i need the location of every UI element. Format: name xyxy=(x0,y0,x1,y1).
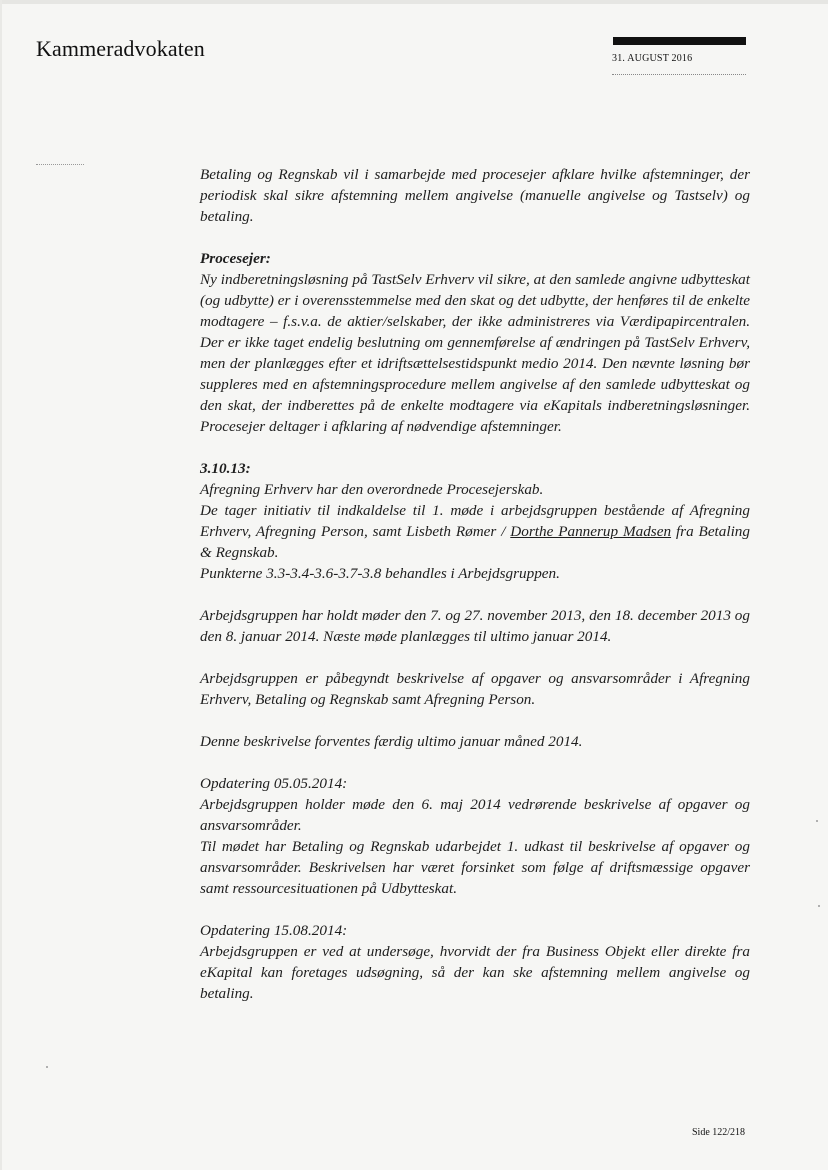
intro-paragraph: Betaling og Regnskab vil i samarbejde med procesejer afklare hvilke afstemninger, der periodisk skal sikre afstemning mellem angivelse (manuelle angivelse og Tastselv) og betaling. xyxy=(200,166,750,225)
section-line-2 xyxy=(200,500,750,563)
description-paragraph: Arbejdsgruppen er påbegyndt beskrivelse af opgaver og ansvarsområder i Afregning Erhverv, Betaling og Regnskab samt Afregning Person. xyxy=(200,670,750,708)
underlined-name: Dorthe Pannerup Madsen xyxy=(510,523,672,540)
section-line-3: Punkterne 3.3-3.4-3.6-3.7-3.8 behandles i Arbejdsgruppen. xyxy=(200,565,560,582)
scan-speck xyxy=(818,905,820,907)
margin-dotted-line xyxy=(36,164,84,165)
section-line-2-text: De tager initiativ til indkaldelse til 1. møde i arbejdsgruppen bestående af Afregning Erhverv, Afregning Person, samt Lisbeth Rømer / xyxy=(200,502,750,540)
scan-speck xyxy=(46,1066,48,1068)
document-body xyxy=(200,164,750,1004)
update-1-paragraph-2: Til mødet har Betaling og Regnskab udarbejdet 1. udkast til beskrivelse af opgaver og ansvarsområder. Beskrivelsen har været forsinket som følge af driftsmæssige opgaver samt ressourcesituationen på Udbytteskat. xyxy=(200,838,750,897)
update-1-heading: Opdatering 05.05.2014: xyxy=(200,775,348,792)
page-left-edge xyxy=(0,0,2,1170)
document-date: 31. AUGUST 2016 xyxy=(612,53,693,64)
procesejer-heading: Procesejer: xyxy=(200,250,271,267)
organization-title: Kammeradvokaten xyxy=(36,36,205,61)
header-rule xyxy=(613,37,746,45)
section-line-1: Afregning Erhverv har den overordnede Procesejerskab. xyxy=(200,481,544,498)
section-heading: 3.10.13: xyxy=(200,460,251,477)
page-number: Side 122/218 xyxy=(692,1127,746,1138)
scan-speck xyxy=(816,820,818,822)
section-line-2-tail: fra Betaling & Regnskab. xyxy=(200,523,750,561)
update-2-paragraph: Arbejdsgruppen er ved at undersøge, hvorvidt der fra Business Objekt eller direkte fra eKapital kan foretages udsøgning, så der kan ske afstemning mellem angivelse og betaling. xyxy=(200,943,750,1002)
update-1-paragraph-1: Arbejdsgruppen holder møde den 6. maj 2014 vedrørende beskrivelse af opgaver og ansvarsområder. xyxy=(200,796,750,834)
meetings-paragraph: Arbejdsgruppen har holdt møder den 7. og 27. november 2013, den 18. december 2013 og den 8. januar 2014. Næste møde planlægges til ultimo januar 2014. xyxy=(200,607,750,645)
expected-paragraph: Denne beskrivelse forventes færdig ultimo januar måned 2014. xyxy=(200,733,583,750)
procesejer-paragraph: Ny indberetningsløsning på TastSelv Erhverv vil sikre, at den samlede angivne udbytteskat (og udbytte) er i overensstemmelse med den skat og det udbytte, der henføres til de enkelte modtagere – f.s.v.a. de aktier/selskaber, der ikke administreres via Værdipapircentralen. Der er ikke taget endelig beslutning om gennemførelse af ændringen på TastSelv Erhverv, men der planlægges efter et idriftsættelsestidspunkt medio 2014. Den nævnte løsning bør suppleres med en afstemningsprocedure mellem angivelse af den samlede udbytteskat og den skat, der indberettes på de enkelte modtagere via eKapitals indberetningsløsninger. Procesejer deltager i afklaring af nødvendige afstemninger. xyxy=(200,271,750,435)
update-2-heading: Opdatering 15.08.2014: xyxy=(200,922,348,939)
date-dotted-line xyxy=(612,74,746,75)
page-top-edge xyxy=(0,0,828,4)
